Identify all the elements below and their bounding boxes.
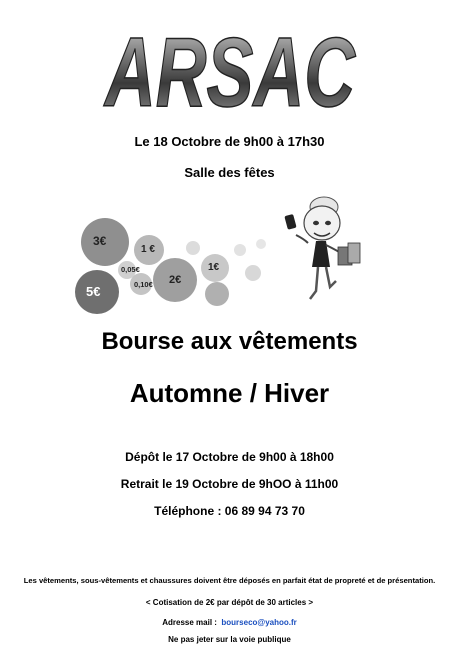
mail-link[interactable]: bourseco@yahoo.fr [221, 618, 297, 627]
coin-1b-label: 1€ [208, 262, 220, 273]
coin-5-label: 5€ [86, 284, 101, 299]
coins-illustration [75, 218, 270, 318]
coins-graphic [75, 218, 270, 318]
coin-3-label: 3€ [93, 234, 107, 248]
coin-005-label: 0,05€ [121, 265, 140, 274]
date-line: Le 18 Octobre de 9h00 à 17h30 [134, 134, 325, 149]
coin-2-label: 2€ [169, 274, 182, 286]
mail-label: Adresse mail : [162, 618, 217, 627]
mail-line [0, 618, 459, 627]
venue-line: Salle des fêtes [184, 165, 275, 180]
cotisation-note: < Cotisation de 2€ par dépôt de 30 articles > [145, 598, 314, 607]
coin-010-label: 0,10€ [134, 280, 153, 289]
deposit-line: Dépôt le 17 Octobre de 9h00 à 18h00 [125, 450, 334, 464]
season: Automne / Hiver [129, 378, 330, 408]
condition-note: Les vêtements, sous-vêtements et chaussures doivent être déposés en parfait état de propreté et de présentation. [23, 576, 436, 585]
coin-1a-label: 1 € [141, 244, 155, 255]
footer-note: Ne pas jeter sur la voie publique [168, 635, 291, 644]
headline: Bourse aux vêtements [101, 328, 358, 355]
title-text: ARSAC [102, 17, 356, 127]
shopping-lady-illustration [282, 195, 372, 310]
pickup-line: Retrait le 19 Octobre de 9hOO à 11h00 [120, 477, 339, 491]
phone-line: Téléphone : 06 89 94 73 70 [154, 504, 305, 518]
arsac-title-logo [95, 17, 365, 127]
